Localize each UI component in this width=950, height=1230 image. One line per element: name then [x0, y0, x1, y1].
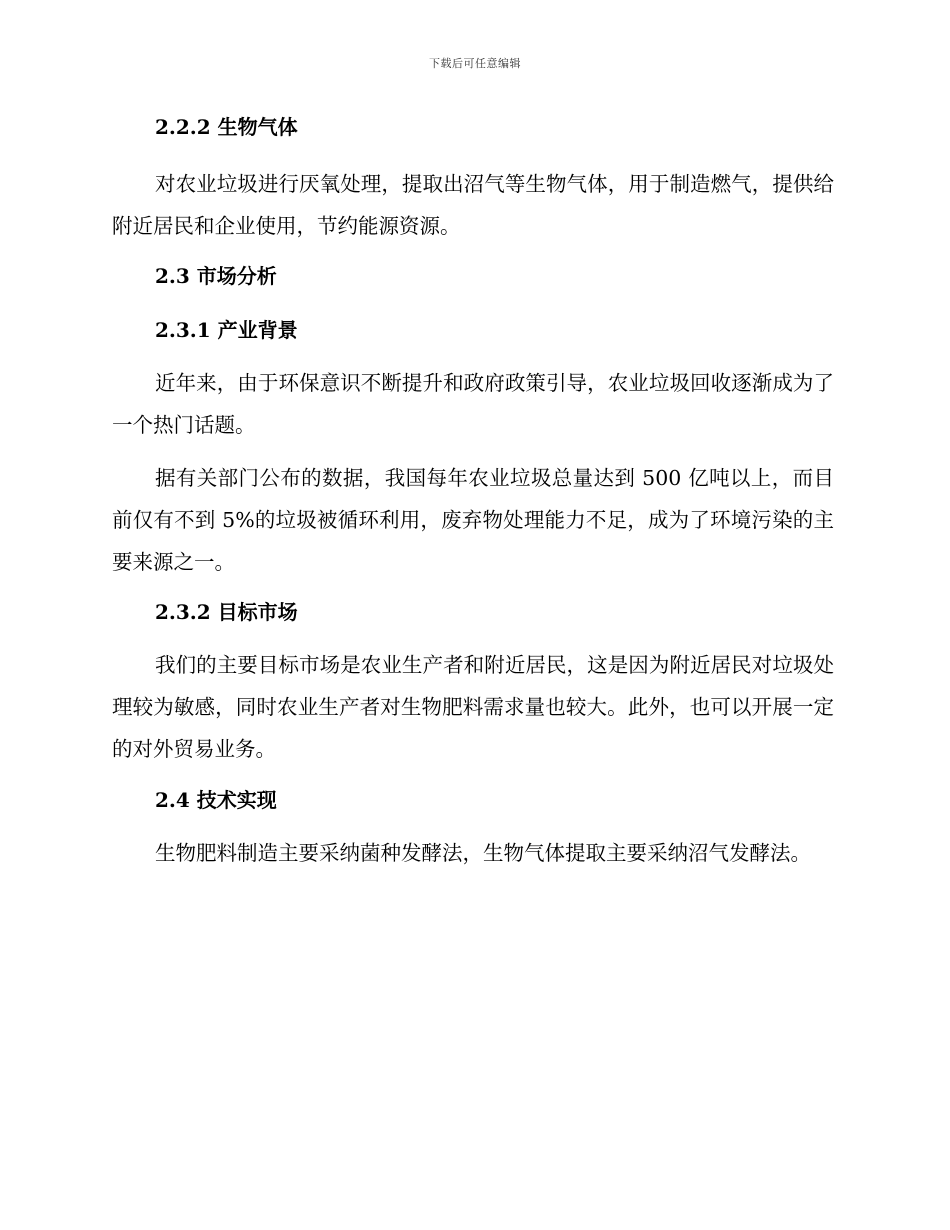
paragraph-target-market: 我们的主要目标市场是农业生产者和附近居民，这是因为附近居民对垃圾处理较为敏感，同时农业生产者对生物肥料需求量也较大。此外，也可以开展一定的对外贸易业务。	[112, 653, 834, 761]
paragraph-industry-background-2: 据有关部门公布的数据，我国每年农业垃圾总量达到 500 亿吨以上，而目前仅有不到 5%的垃圾被循环利用，废弃物处理能力不足，成为了环境污染的主要来源之一。	[112, 466, 834, 574]
heading-2-3-2: 2.3.2 目标市场	[155, 600, 298, 624]
heading-2-2-2: 2.2.2 生物气体	[155, 115, 298, 139]
paragraph-industry-background-1: 近年来，由于环保意识不断提升和政府政策引导，农业垃圾回收逐渐成为了一个热门话题。	[112, 371, 834, 437]
heading-2-4: 2.4 技术实现	[155, 788, 277, 812]
document-body	[112, 110, 834, 874]
header-note: 下载后可任意编辑	[429, 57, 521, 70]
heading-2-3: 2.3 市场分析	[155, 264, 277, 288]
heading-2-3-1: 2.3.1 产业背景	[155, 318, 298, 342]
paragraph-biogas: 对农业垃圾进行厌氧处理，提取出沼气等生物气体，用于制造燃气，提供给附近居民和企业使用，节约能源资源。	[112, 172, 834, 238]
paragraph-technology: 生物肥料制造主要采纳菌种发酵法，生物气体提取主要采纳沼气发酵法。	[155, 841, 811, 865]
